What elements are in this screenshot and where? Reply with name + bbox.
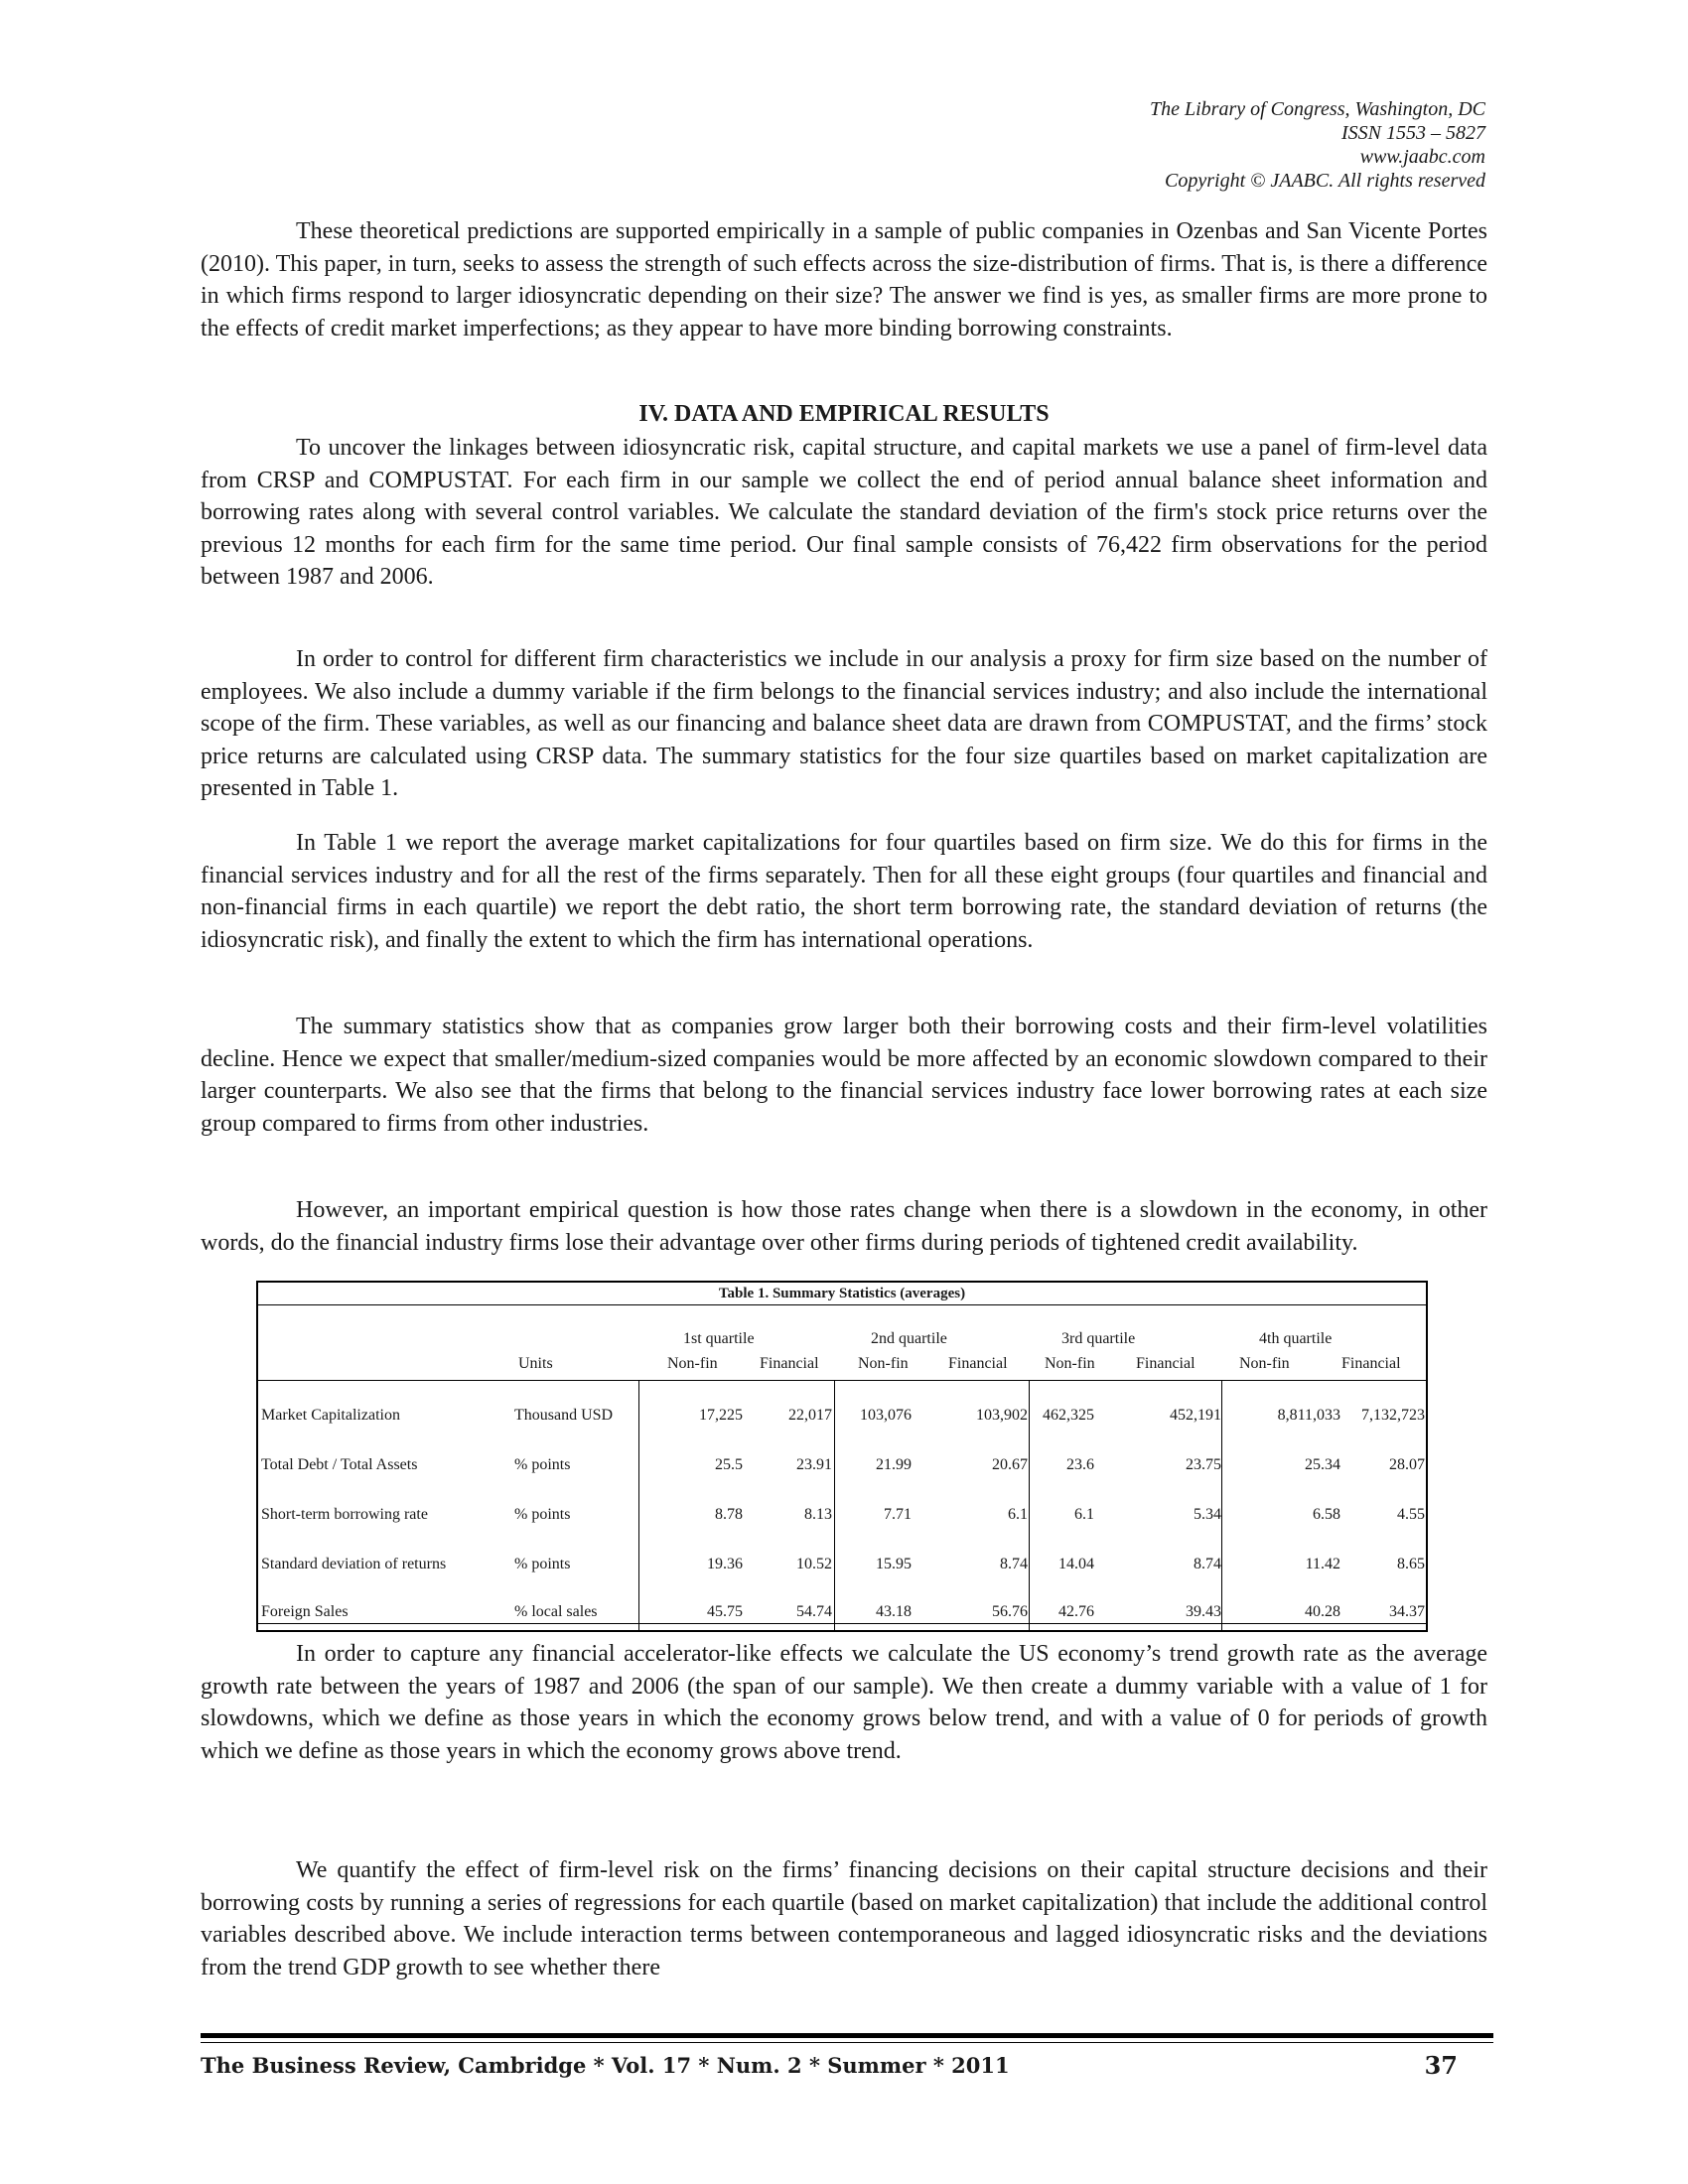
row-label: Market Capitalization	[261, 1407, 400, 1424]
paragraph-3	[201, 643, 1487, 805]
table-cell: 25.34	[1305, 1456, 1340, 1473]
footer-rule	[201, 2042, 1493, 2043]
row-label: Standard deviation of returns	[261, 1556, 447, 1572]
table-divider	[258, 1623, 1426, 1624]
table-cell: 462,325	[1043, 1407, 1094, 1424]
footer-journal: The Business Review, Cambridge * Vol. 17 * Num. 2 * Summer * 2011	[201, 2053, 1010, 2078]
column-divider	[834, 1380, 835, 1630]
header-copyright: Copyright © JAABC. All rights reserved	[1165, 170, 1485, 192]
row-label: Total Debt / Total Assets	[261, 1456, 418, 1473]
column-divider	[1221, 1380, 1222, 1630]
paragraph-4	[201, 827, 1487, 956]
table-cell: 8.13	[804, 1506, 832, 1523]
quartile-header-2: 2nd quartile	[871, 1330, 947, 1347]
table-cell: 6.58	[1313, 1506, 1340, 1523]
paragraph-text: We quantify the effect of firm-level risk on the firms’ financing decisions on their capital structure decisions and their borrowing costs by running a series of regressions for each quartile (based on market capitalization) that include the additional control variables described above. We include interaction terms between contemporaneous and lagged idiosyncratic risks and the deviations from the trend GDP growth to see whether there	[201, 1857, 1487, 1980]
quartile-header-1: 1st quartile	[683, 1330, 755, 1347]
paragraph-text: To uncover the linkages between idiosyncratic risk, capital structure, and capital markets we use a panel of firm-level data from CRSP and COMPUSTAT. For each firm in our sample we collect the end of period annual balance sheet information and borrowing rates along with several control variables. We calculate the standard deviation of the firm's stock price returns over the previous 12 months for each firm for the same time period. Our final sample consists of 76,422 firm observations for the period between 1987 and 2006.	[201, 435, 1487, 590]
table-cell: 54.74	[796, 1603, 832, 1620]
subheader-financial: Financial	[1341, 1355, 1401, 1372]
header-website: www.jaabc.com	[1359, 146, 1485, 168]
footer-rule	[201, 2033, 1493, 2038]
row-units: % local sales	[514, 1603, 598, 1620]
table-cell: 11.42	[1305, 1556, 1340, 1572]
quartile-header-4: 4th quartile	[1259, 1330, 1333, 1347]
paragraph-text: In order to control for different firm characteristics we include in our analysis a proxy for firm size based on the number of employees. We also include a dummy variable if the firm belongs to the financial services industry; and also include the international scope of the firm. These variables, as well as our financing and balance sheet data are drawn from COMPUSTAT, and the firms’ stock price returns are calculated using CRSP data. The summary statistics for the four size quartiles based on market capitalization are presented in Table 1.	[201, 646, 1487, 801]
section-heading: IV. DATA AND EMPIRICAL RESULTS	[638, 401, 1050, 427]
table-cell: 7,132,723	[1361, 1407, 1425, 1424]
table-cell: 4.55	[1397, 1506, 1425, 1523]
subheader-financial: Financial	[948, 1355, 1008, 1372]
paragraph-7	[201, 1638, 1487, 1767]
column-divider	[1029, 1380, 1030, 1630]
summary-statistics-table	[256, 1281, 1428, 1632]
table-cell: 8.78	[715, 1506, 743, 1523]
table-cell: 34.37	[1389, 1603, 1425, 1620]
paragraph-8	[201, 1854, 1487, 1983]
table-cell: 45.75	[707, 1603, 743, 1620]
table-cell: 25.5	[715, 1456, 743, 1473]
table-divider	[258, 1380, 1426, 1381]
table-cell: 7.71	[884, 1506, 912, 1523]
row-units: % points	[514, 1556, 571, 1572]
row-label: Short-term borrowing rate	[261, 1506, 428, 1523]
subheader-financial: Financial	[1136, 1355, 1196, 1372]
header-library: The Library of Congress, Washington, DC	[1149, 98, 1485, 120]
table-cell: 103,076	[860, 1407, 912, 1424]
table-cell: 19.36	[707, 1556, 743, 1572]
table-cell: 14.04	[1058, 1556, 1094, 1572]
quartile-header-3: 3rd quartile	[1061, 1330, 1136, 1347]
paragraph-2	[201, 432, 1487, 594]
table-cell: 8,811,033	[1277, 1407, 1340, 1424]
subheader-financial: Financial	[760, 1355, 819, 1372]
table-cell: 10.52	[796, 1556, 832, 1572]
row-units: Thousand USD	[514, 1407, 614, 1424]
row-units: % points	[514, 1506, 571, 1523]
paragraph-text: These theoretical predictions are supported empirically in a sample of public companies in Ozenbas and San Vicente Portes (2010). This paper, in turn, seeks to assess the strength of such effects across the size-distribution of firms. That is, is there a difference in which firms respond to larger idiosyncratic depending on their size? The answer we find is yes, as smaller firms are more prone to the effects of credit market imperfections; as they appear to have more binding borrowing constraints.	[201, 218, 1487, 341]
units-header: Units	[518, 1355, 553, 1372]
paragraph-text: In order to capture any financial accelerator-like effects we calculate the US economy’s trend growth rate as the average growth rate between the years of 1987 and 2006 (the span of our sample). We then create a dummy variable with a value of 1 for slowdowns, which we define as those years in which the economy grows below trend, and with a value of 0 for periods of growth which we define as those years in which the economy grows above trend.	[201, 1641, 1487, 1764]
table-cell: 452,191	[1170, 1407, 1221, 1424]
table-title: Table 1. Summary Statistics (averages)	[718, 1286, 966, 1301]
table-cell: 15.95	[876, 1556, 912, 1572]
table-cell: 17,225	[699, 1407, 743, 1424]
table-cell: 103,902	[976, 1407, 1028, 1424]
table-cell: 42.76	[1058, 1603, 1094, 1620]
table-cell: 6.1	[1008, 1506, 1028, 1523]
paragraph-text: The summary statistics show that as companies grow larger both their borrowing costs and their firm-level volatilities decline. Hence we expect that smaller/medium-sized companies would be more affected by an economic slowdown compared to their larger counterparts. We also see that the firms that belong to the financial services industry face lower borrowing rates at each size group compared to firms from other industries.	[201, 1014, 1487, 1137]
table-divider	[258, 1304, 1426, 1305]
table-cell: 8.74	[1000, 1556, 1028, 1572]
journal-header	[1150, 97, 1485, 193]
header-issn: ISSN 1553 – 5827	[1341, 122, 1485, 144]
row-label: Foreign Sales	[261, 1603, 349, 1620]
row-units: % points	[514, 1456, 571, 1473]
column-divider	[638, 1380, 639, 1630]
table-cell: 56.76	[992, 1603, 1028, 1620]
table-cell: 28.07	[1389, 1456, 1425, 1473]
paragraph-1	[201, 215, 1487, 344]
subheader-nonfin: Non-fin	[1239, 1355, 1290, 1372]
page-number: 37	[1424, 2051, 1458, 2080]
table-cell: 23.91	[796, 1456, 832, 1473]
subheader-nonfin: Non-fin	[1045, 1355, 1095, 1372]
table-cell: 23.6	[1066, 1456, 1094, 1473]
table-cell: 20.67	[992, 1456, 1028, 1473]
subheader-nonfin: Non-fin	[667, 1355, 718, 1372]
table-cell: 8.65	[1397, 1556, 1425, 1572]
paragraph-text: In Table 1 we report the average market capitalizations for four quartiles based on firm size. We do this for firms in the financial services industry and for all the rest of the firms separately. Then for all these eight groups (four quartiles and financial and non-financial firms in each quartile) we report the debt ratio, the short term borrowing rate, the standard deviation of returns (the idiosyncratic risk), and finally the extent to which the firm has international operations.	[201, 830, 1487, 953]
table-cell: 6.1	[1074, 1506, 1094, 1523]
table-cell: 23.75	[1186, 1456, 1221, 1473]
table-cell: 5.34	[1194, 1506, 1221, 1523]
table-cell: 21.99	[876, 1456, 912, 1473]
paragraph-6	[201, 1194, 1487, 1259]
paragraph-text: However, an important empirical question is how those rates change when there is a slowdown in the economy, in other words, do the financial industry firms lose their advantage over other firms during periods of tightened credit availability.	[201, 1197, 1487, 1256]
table-cell: 22,017	[788, 1407, 832, 1424]
table-cell: 40.28	[1305, 1603, 1340, 1620]
table-cell: 43.18	[876, 1603, 912, 1620]
table-cell: 39.43	[1186, 1603, 1221, 1620]
table-cell: 8.74	[1194, 1556, 1221, 1572]
paragraph-5	[201, 1011, 1487, 1140]
subheader-nonfin: Non-fin	[858, 1355, 909, 1372]
